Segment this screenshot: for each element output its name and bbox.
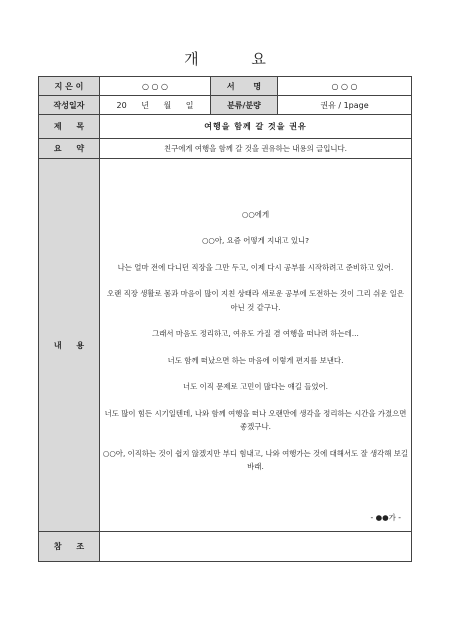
content-label: 내 용 [39, 159, 100, 532]
letter-body [100, 159, 412, 532]
author-label: 지 은 이 [39, 77, 100, 96]
reference-label: 참 조 [39, 532, 100, 562]
letter-greeting: ○○에게 [241, 209, 270, 219]
content-row [39, 159, 412, 532]
summary-row [39, 139, 412, 159]
subject-label: 제 목 [39, 115, 100, 139]
letter-paragraph: 나는 얼마 전에 다니던 직장을 그만 두고, 이제 다시 공부를 시작하려고 준비하고 있어. [117, 262, 394, 272]
letter-paragraph: ○○아, 요즘 어떻게 지내고 있니? [201, 236, 310, 245]
author-value: ○ ○ ○ [100, 77, 211, 96]
overview-form [38, 76, 412, 562]
sign-label: 서 명 [211, 77, 278, 96]
subject-row [39, 115, 412, 139]
letter-paragraph: 너도 함께 떠났으면 하는 마음에 이렇게 편지를 보낸다. [167, 355, 344, 365]
letter-paragraph: 그래서 마음도 정리하고, 여유도 가질 겸 여행을 떠나려 하는데... [152, 329, 359, 338]
subject-value: 여행을 함께 갈 것을 권유 [100, 115, 412, 139]
category-label: 분류/분량 [211, 96, 278, 115]
category-value: 권유 / 1page [278, 96, 412, 115]
date-value: 20 년 월 일 [100, 96, 211, 115]
author-row [39, 77, 412, 96]
reference-value [100, 532, 412, 562]
summary-label: 요 약 [39, 139, 100, 159]
letter-paragraph: 너도 이직 문제로 고민이 많다는 얘길 들었어. [183, 382, 328, 391]
date-label: 작성일자 [39, 96, 100, 115]
letter-signature: - ●●가 - [370, 513, 401, 522]
sign-value: ○ ○ ○ [278, 77, 412, 96]
summary-value: 친구에게 여행을 함께 갈 것을 권유하는 내용의 글입니다. [100, 139, 412, 159]
letter-paragraph: 오랜 직장 생활로 몸과 마음이 많이 지친 상태라 새로운 공부에 도전하는 것이 그리 쉬운 일은 아닌 것 같구나. [106, 289, 405, 312]
reference-row [39, 532, 412, 562]
page-title: 개 요 [184, 50, 290, 68]
letter-paragraph: ○○아, 이직하는 것이 쉽지 않겠지만 부디 힘내고, 나와 여행가는 것에 대해서도 잘 생각해 보길 바래. [102, 448, 409, 471]
date-row [39, 96, 412, 115]
letter-paragraph: 너도 많이 힘든 시기일텐데, 나와 함께 여행을 떠나 오랜만에 생각을 정리하는 시간을 가졌으면 좋겠구나. [104, 408, 407, 431]
